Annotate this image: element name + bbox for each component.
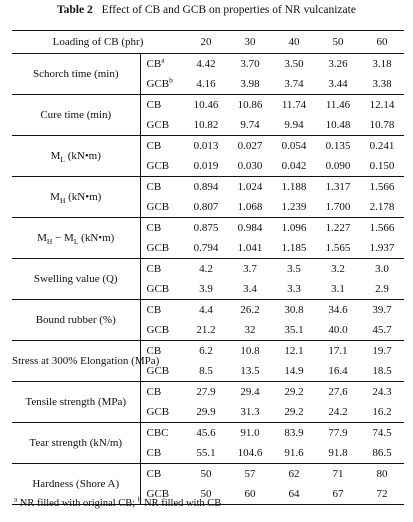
value-cell: 10.82 — [184, 115, 228, 136]
value-cell: 50 — [200, 468, 212, 480]
value-cell: 3.9 — [184, 279, 228, 300]
property-label: Hardness (Shore A) — [12, 464, 140, 505]
value-cell: 3.50 — [284, 58, 304, 70]
value-cell: 57 — [244, 468, 256, 480]
value-cell: 24.3 — [372, 386, 392, 398]
value-cell: 3.5 — [287, 263, 301, 275]
value-cell: 50 — [184, 484, 228, 505]
filler-type — [140, 115, 184, 136]
value-cell: 16.4 — [316, 361, 360, 382]
value-cell: 11.74 — [281, 99, 307, 111]
value-cell: 1.188 — [281, 181, 307, 193]
value-cell: 10.78 — [360, 115, 404, 136]
property-label: Stress at 300% Elongation (MPa) — [12, 341, 140, 382]
value-cell: 80 — [376, 468, 388, 480]
value-cell: 13.5 — [228, 361, 272, 382]
filler-type-label: GCB — [146, 324, 170, 336]
value-cell: 31.3 — [228, 402, 272, 423]
value-cell: 104.6 — [228, 443, 272, 464]
value-cell: 45.6 — [196, 427, 216, 439]
footnote-a-text: NR filled with original CB; — [19, 498, 136, 509]
filler-type — [140, 238, 184, 259]
value-cell: 0.875 — [193, 222, 219, 234]
value-cell: 32 — [228, 320, 272, 341]
value-cell: 8.5 — [184, 361, 228, 382]
value-cell: 24.2 — [316, 402, 360, 423]
filler-type-label: CB — [146, 304, 162, 316]
value-cell: 91.0 — [240, 427, 260, 439]
loading-40: 40 — [272, 31, 316, 54]
value-cell: 77.9 — [328, 427, 348, 439]
loading-60: 60 — [360, 31, 404, 54]
value-cell: 27.9 — [196, 386, 216, 398]
property-label: $M_L$ (kN•m) — [12, 136, 140, 177]
header-row — [12, 31, 404, 54]
value-cell: 19.7 — [372, 345, 392, 357]
table-row — [12, 423, 404, 444]
value-cell: 91.6 — [272, 443, 316, 464]
value-cell: 0.042 — [272, 156, 316, 177]
value-cell: 21.2 — [184, 320, 228, 341]
value-cell: 0.150 — [360, 156, 404, 177]
loading-30: 30 — [228, 31, 272, 54]
filler-type — [140, 341, 184, 362]
filler-type-label: CB — [146, 345, 162, 357]
value-cell: 1.566 — [369, 222, 395, 234]
filler-type — [140, 320, 184, 341]
value-cell: 9.94 — [272, 115, 316, 136]
value-cell: 1.566 — [369, 181, 395, 193]
value-cell: 30.8 — [284, 304, 304, 316]
value-cell: 91.8 — [316, 443, 360, 464]
filler-type-label: CBC — [146, 427, 169, 439]
value-cell: 10.48 — [316, 115, 360, 136]
value-cell: 60 — [228, 484, 272, 505]
table-label: Table 2 — [57, 4, 93, 16]
filler-type-label: CB — [146, 181, 162, 193]
value-cell: 10.46 — [193, 99, 219, 111]
table-row — [12, 177, 404, 198]
filler-type-label: GCB — [146, 365, 170, 377]
value-cell: 3.2 — [331, 263, 345, 275]
value-cell: 3.1 — [316, 279, 360, 300]
footnote-a-mark: a — [14, 495, 18, 504]
value-cell: 0.241 — [369, 140, 395, 152]
value-cell: 18.5 — [360, 361, 404, 382]
value-cell: 6.2 — [199, 345, 213, 357]
footnote-marker: b — [169, 75, 173, 85]
filler-type — [140, 279, 184, 300]
filler-type-label: GCB — [146, 119, 170, 131]
value-cell: 0.984 — [237, 222, 263, 234]
value-cell: 3.70 — [240, 58, 260, 70]
value-cell: 3.44 — [316, 74, 360, 95]
filler-type-label: CB — [146, 58, 162, 70]
value-cell: 4.42 — [196, 58, 216, 70]
property-label: Bound rubber (%) — [12, 300, 140, 341]
value-cell: 12.14 — [369, 99, 395, 111]
value-cell: 0.019 — [184, 156, 228, 177]
filler-type — [140, 259, 184, 280]
filler-type — [140, 177, 184, 198]
table-caption — [0, 4, 413, 16]
value-cell: 1.185 — [272, 238, 316, 259]
filler-type — [140, 300, 184, 321]
value-cell: 1.227 — [325, 222, 351, 234]
filler-type — [140, 95, 184, 116]
filler-type — [140, 54, 184, 75]
filler-type — [140, 423, 184, 444]
property-label: Tensile strength (MPa) — [12, 382, 140, 423]
footnote-marker: a — [161, 55, 165, 65]
value-cell: 64 — [272, 484, 316, 505]
table-row — [12, 136, 404, 157]
value-cell: 1.024 — [237, 181, 263, 193]
filler-type — [140, 464, 184, 485]
value-cell: 1.239 — [272, 197, 316, 218]
filler-type-label: CB — [146, 140, 162, 152]
table-row — [12, 300, 404, 321]
value-cell: 74.5 — [372, 427, 392, 439]
value-cell: 62 — [288, 468, 300, 480]
value-cell: 3.3 — [272, 279, 316, 300]
value-cell: 10.86 — [237, 99, 263, 111]
filler-type-label: GCB — [146, 488, 170, 500]
value-cell: 26.2 — [240, 304, 260, 316]
table-row — [12, 54, 404, 75]
value-cell: 9.74 — [228, 115, 272, 136]
value-cell: 0.090 — [316, 156, 360, 177]
filler-type-label: GCB — [146, 406, 170, 418]
filler-type-label: CB — [146, 447, 162, 459]
filler-type-label: GCB — [146, 78, 170, 90]
table-row — [12, 464, 404, 485]
value-cell: 1.041 — [228, 238, 272, 259]
filler-type — [140, 156, 184, 177]
value-cell: 86.5 — [360, 443, 404, 464]
filler-type-label: CB — [146, 263, 162, 275]
filler-type-label: GCB — [146, 242, 170, 254]
value-cell: 3.74 — [272, 74, 316, 95]
value-cell: 39.7 — [372, 304, 392, 316]
property-label: Cure time (min) — [12, 95, 140, 136]
value-cell: 3.98 — [228, 74, 272, 95]
table-body — [12, 54, 404, 505]
table-title: Effect of CB and GCB on properties of NR vulcanizate — [101, 4, 356, 16]
value-cell: 0.794 — [184, 238, 228, 259]
table-row — [12, 259, 404, 280]
filler-type-label: CB — [146, 222, 162, 234]
filler-type-label: GCB — [146, 160, 170, 172]
property-label: $M_H$ (kN•m) — [12, 177, 140, 218]
table-row — [12, 95, 404, 116]
footnote-b-mark: b — [137, 495, 142, 504]
properties-table — [12, 30, 404, 505]
table-row — [12, 382, 404, 403]
value-cell: 1.068 — [228, 197, 272, 218]
value-cell: 10.8 — [240, 345, 260, 357]
filler-type — [140, 197, 184, 218]
value-cell: 40.0 — [316, 320, 360, 341]
property-label: Tear strength (kN/m) — [12, 423, 140, 464]
filler-type — [140, 218, 184, 239]
value-cell: 29.2 — [272, 402, 316, 423]
value-cell: 12.1 — [284, 345, 304, 357]
filler-type-label: CB — [146, 99, 162, 111]
property-label: Swelling value (Q) — [12, 259, 140, 300]
value-cell: 1.937 — [360, 238, 404, 259]
property-label: Schorch time (min) — [12, 54, 140, 95]
value-cell: 0.054 — [281, 140, 307, 152]
value-cell: 35.1 — [272, 320, 316, 341]
value-cell: 1.317 — [325, 181, 351, 193]
value-cell: 29.2 — [284, 386, 304, 398]
value-cell: 0.030 — [228, 156, 272, 177]
filler-type — [140, 443, 184, 464]
value-cell: 0.894 — [193, 181, 219, 193]
filler-type-label: GCB — [146, 283, 170, 295]
value-cell: 72 — [360, 484, 404, 505]
property-label: $M_H - M_L$ (kN•m) — [12, 218, 140, 259]
value-cell: 0.027 — [237, 140, 263, 152]
value-cell: 17.1 — [328, 345, 348, 357]
value-cell: 3.18 — [372, 58, 392, 70]
filler-type-label: GCB — [146, 201, 170, 213]
loading-50: 50 — [316, 31, 360, 54]
value-cell: 1.700 — [316, 197, 360, 218]
value-cell: 67 — [316, 484, 360, 505]
value-cell: 3.38 — [360, 74, 404, 95]
value-cell: 2.178 — [360, 197, 404, 218]
value-cell: 4.4 — [199, 304, 213, 316]
value-cell: 0.135 — [325, 140, 351, 152]
filler-type-label: CB — [146, 386, 162, 398]
loading-header: Loading of CB (phr) — [12, 31, 184, 54]
value-cell: 1.096 — [281, 222, 307, 234]
value-cell: 45.7 — [360, 320, 404, 341]
value-cell: 4.16 — [184, 74, 228, 95]
filler-type — [140, 402, 184, 423]
footnote — [14, 495, 222, 509]
value-cell: 55.1 — [184, 443, 228, 464]
value-cell: 71 — [332, 468, 344, 480]
value-cell: 14.9 — [272, 361, 316, 382]
value-cell: 3.0 — [375, 263, 389, 275]
value-cell: 4.2 — [199, 263, 213, 275]
filler-type — [140, 74, 184, 95]
value-cell: 2.9 — [360, 279, 404, 300]
value-cell: 27.6 — [328, 386, 348, 398]
value-cell: 34.6 — [328, 304, 348, 316]
table-row — [12, 341, 404, 362]
loading-20: 20 — [184, 31, 228, 54]
table-row — [12, 218, 404, 239]
value-cell: 83.9 — [284, 427, 304, 439]
value-cell: 3.4 — [228, 279, 272, 300]
value-cell: 1.565 — [316, 238, 360, 259]
filler-type-label: CB — [146, 468, 162, 480]
value-cell: 3.26 — [328, 58, 348, 70]
value-cell: 0.807 — [184, 197, 228, 218]
footnote-b-text: NR filled with CB — [143, 498, 222, 509]
value-cell: 16.2 — [360, 402, 404, 423]
value-cell: 0.013 — [193, 140, 219, 152]
value-cell: 11.46 — [325, 99, 351, 111]
filler-type — [140, 361, 184, 382]
value-cell: 3.7 — [243, 263, 257, 275]
value-cell: 29.4 — [240, 386, 260, 398]
filler-type — [140, 136, 184, 157]
filler-type — [140, 382, 184, 403]
value-cell: 29.9 — [184, 402, 228, 423]
